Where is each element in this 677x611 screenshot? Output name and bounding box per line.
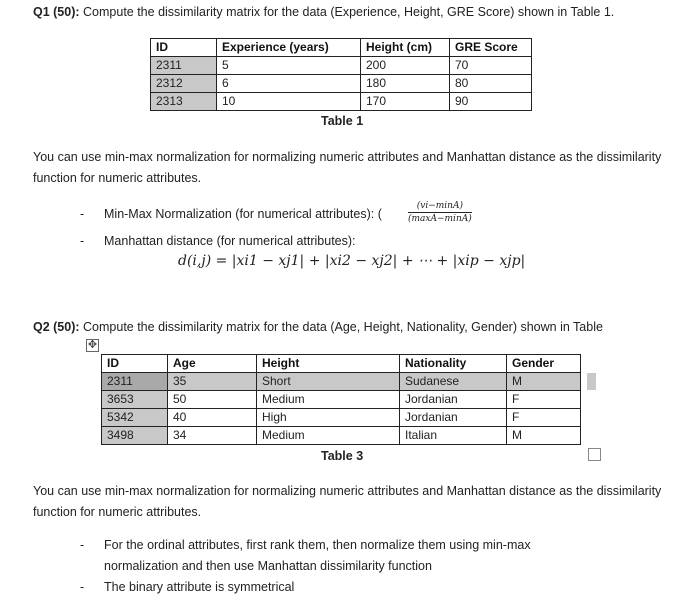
- q1-paragraph: You can use min-max normalization for normalizing numeric attributes and Manhattan distance as the dissimilarity function for numeric attributes.: [33, 150, 662, 185]
- table-row: [102, 409, 581, 427]
- table-3-cell: Jordanian: [400, 391, 507, 409]
- table-1[interactable]: [150, 38, 532, 111]
- table-3-cell-id: 5342: [102, 409, 168, 427]
- table-3-header-gender: Gender: [507, 355, 581, 373]
- manhattan-formula: d(i,j) = |xi1 − xj1| + |xi2 − xj2| + ⋯ + |xip − xjp|: [178, 253, 526, 269]
- minmax-fraction: [408, 201, 472, 224]
- q2-paragraph: You can use min-max normalization for normalizing numeric attributes and Manhattan distance as the dissimilarity function for numeric attributes.: [33, 484, 662, 519]
- table-3[interactable]: [101, 354, 581, 445]
- table-1-header-gre: GRE Score: [450, 39, 532, 57]
- table-3-cell: 50: [168, 391, 257, 409]
- table-3-cell: Jordanian: [400, 409, 507, 427]
- table-3-cell: M: [507, 373, 581, 391]
- fraction-denominator: (maxA−minA): [408, 214, 472, 224]
- q2-bullet-binary: [80, 577, 640, 598]
- table-3-cell: M: [507, 427, 581, 445]
- q2-bullet-ordinal-text: For the ordinal attributes, first rank them, then normalize them using min-max: [104, 538, 531, 552]
- table-row: [151, 93, 532, 111]
- table-3-cell: Sudanese: [400, 373, 507, 391]
- table-3-cell: High: [257, 409, 400, 427]
- bullet-dash: -: [80, 207, 85, 221]
- table-3-header-height: Height: [257, 355, 400, 373]
- table-3-caption: Table 3: [321, 449, 364, 463]
- q1-bullet-minmax: [80, 204, 640, 225]
- table-3-cell: 40: [168, 409, 257, 427]
- table-3-cell: F: [507, 391, 581, 409]
- table-1-cell-id: 2311: [151, 57, 217, 75]
- q2-title: [33, 320, 603, 334]
- table-3-cell-id: 2311: [102, 373, 168, 391]
- q2-bullet-ordinal: [80, 535, 640, 556]
- q1-label: Q1 (50):: [33, 5, 80, 19]
- q2-bullet-ordinal-cont-text: normalization and then use Manhattan dissimilarity function: [104, 559, 432, 573]
- table-1-cell: 170: [361, 93, 450, 111]
- table-row: [102, 373, 581, 391]
- table-3-cell: 34: [168, 427, 257, 445]
- table-1-header-row: [151, 39, 532, 57]
- table-1-cell: 6: [217, 75, 361, 93]
- table-1-header-id: ID: [151, 39, 217, 57]
- table-1-cell: 70: [450, 57, 532, 75]
- table-3-cell-id: 3653: [102, 391, 168, 409]
- table-1-caption: Table 1: [321, 114, 364, 128]
- table-3-cell: Italian: [400, 427, 507, 445]
- table-row: [102, 391, 581, 409]
- table-3-header-age: Age: [168, 355, 257, 373]
- q2-bullet-ordinal-cont: [80, 556, 640, 577]
- table-1-cell: 80: [450, 75, 532, 93]
- resize-handle-icon[interactable]: [588, 448, 601, 461]
- table-1-cell: 180: [361, 75, 450, 93]
- table-row: [151, 57, 532, 75]
- table-1-cell-id: 2312: [151, 75, 217, 93]
- table-1-cell-id: 2313: [151, 93, 217, 111]
- q1-bullet-manhattan: [80, 231, 640, 252]
- table-1-cell: 5: [217, 57, 361, 75]
- table-1-cell: 90: [450, 93, 532, 111]
- move-anchor-icon[interactable]: ✥: [87, 339, 98, 351]
- q2-label: Q2 (50):: [33, 320, 80, 334]
- table-row: [102, 427, 581, 445]
- bullet-dash: -: [80, 234, 85, 248]
- table-1-cell: 200: [361, 57, 450, 75]
- q1-bullet-minmax-text: Min-Max Normalization (for numerical attributes): (: [104, 207, 382, 221]
- table-3-header-id: ID: [102, 355, 168, 373]
- table-3-header-row: [102, 355, 581, 373]
- table-3-cell: Medium: [257, 427, 400, 445]
- table-3-cell-id: 3498: [102, 427, 168, 445]
- bullet-dash: -: [80, 538, 85, 552]
- q2-text: Compute the dissimilarity matrix for the data (Age, Height, Nationality, Gender) shown in Table: [79, 320, 603, 334]
- table-1-header-height: Height (cm): [361, 39, 450, 57]
- table-1-header-experience: Experience (years): [217, 39, 361, 57]
- table-3-cell: Short: [257, 373, 400, 391]
- table-3-cell: 35: [168, 373, 257, 391]
- bullet-dash: -: [80, 580, 85, 594]
- table-1-cell: 10: [217, 93, 361, 111]
- q1-bullet-manhattan-text: Manhattan distance (for numerical attributes):: [104, 234, 356, 248]
- row-selection-mark: [587, 373, 596, 390]
- q1-text: Compute the dissimilarity matrix for the data (Experience, Height, GRE Score) shown in Table 1.: [79, 5, 615, 19]
- table-3-cell: F: [507, 409, 581, 427]
- q2-bullet-binary-text: The binary attribute is symmetrical: [104, 580, 295, 594]
- table-3-cell: Medium: [257, 391, 400, 409]
- fraction-numerator: (vi−minA): [408, 201, 472, 213]
- table-3-header-nationality: Nationality: [400, 355, 507, 373]
- q1-title: [33, 5, 614, 19]
- table-row: [151, 75, 532, 93]
